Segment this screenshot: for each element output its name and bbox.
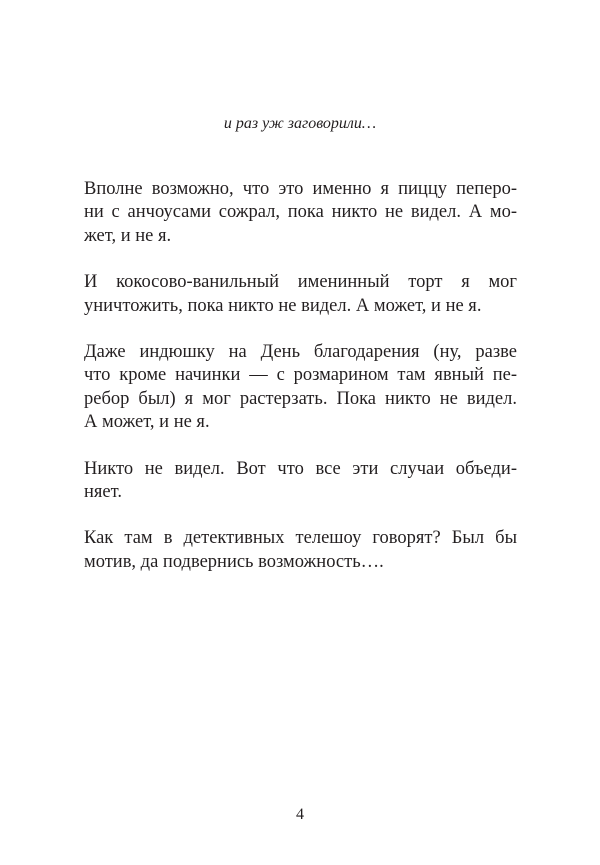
text-line: уничтожить, пока никто не видел. А может, и не я. [84,295,482,316]
paragraph-4 [84,458,517,505]
body-text [84,178,517,597]
text-line: Вполне возможно, что это именно я пиццу пеперо- [84,179,517,199]
text-line: ребор был) я мог растерзать. Пока никто не видел. [84,388,517,409]
text-line: Даже индюшку на День благодарения (ну, разве [84,341,517,362]
text-line: И кокосово-ванильный именинный торт я мог [84,272,517,293]
epigraph: и раз уж заговорили… [223,115,377,132]
paragraph-3 [84,341,517,435]
text-line: мотив, да подвернись возможность…. [84,551,384,572]
text-line: ни с анчоусами сожрал, пока никто не видел. А мо- [84,202,517,223]
text-line: А может, и не я. [84,412,210,433]
text-line: Как там в детективных телешоу говорят? Был бы [84,528,517,549]
text-line: Никто не видел. Вот что все эти случаи объеди- [84,458,517,479]
text-line: что кроме начинки — с розмарином там явный пе- [84,365,517,386]
paragraph-1 [84,178,517,248]
page-number: 4 [296,806,304,823]
text-line: няет. [84,481,122,502]
paragraph-2 [84,271,517,318]
paragraph-5 [84,527,517,574]
text-line: жет, и не я. [84,225,172,246]
